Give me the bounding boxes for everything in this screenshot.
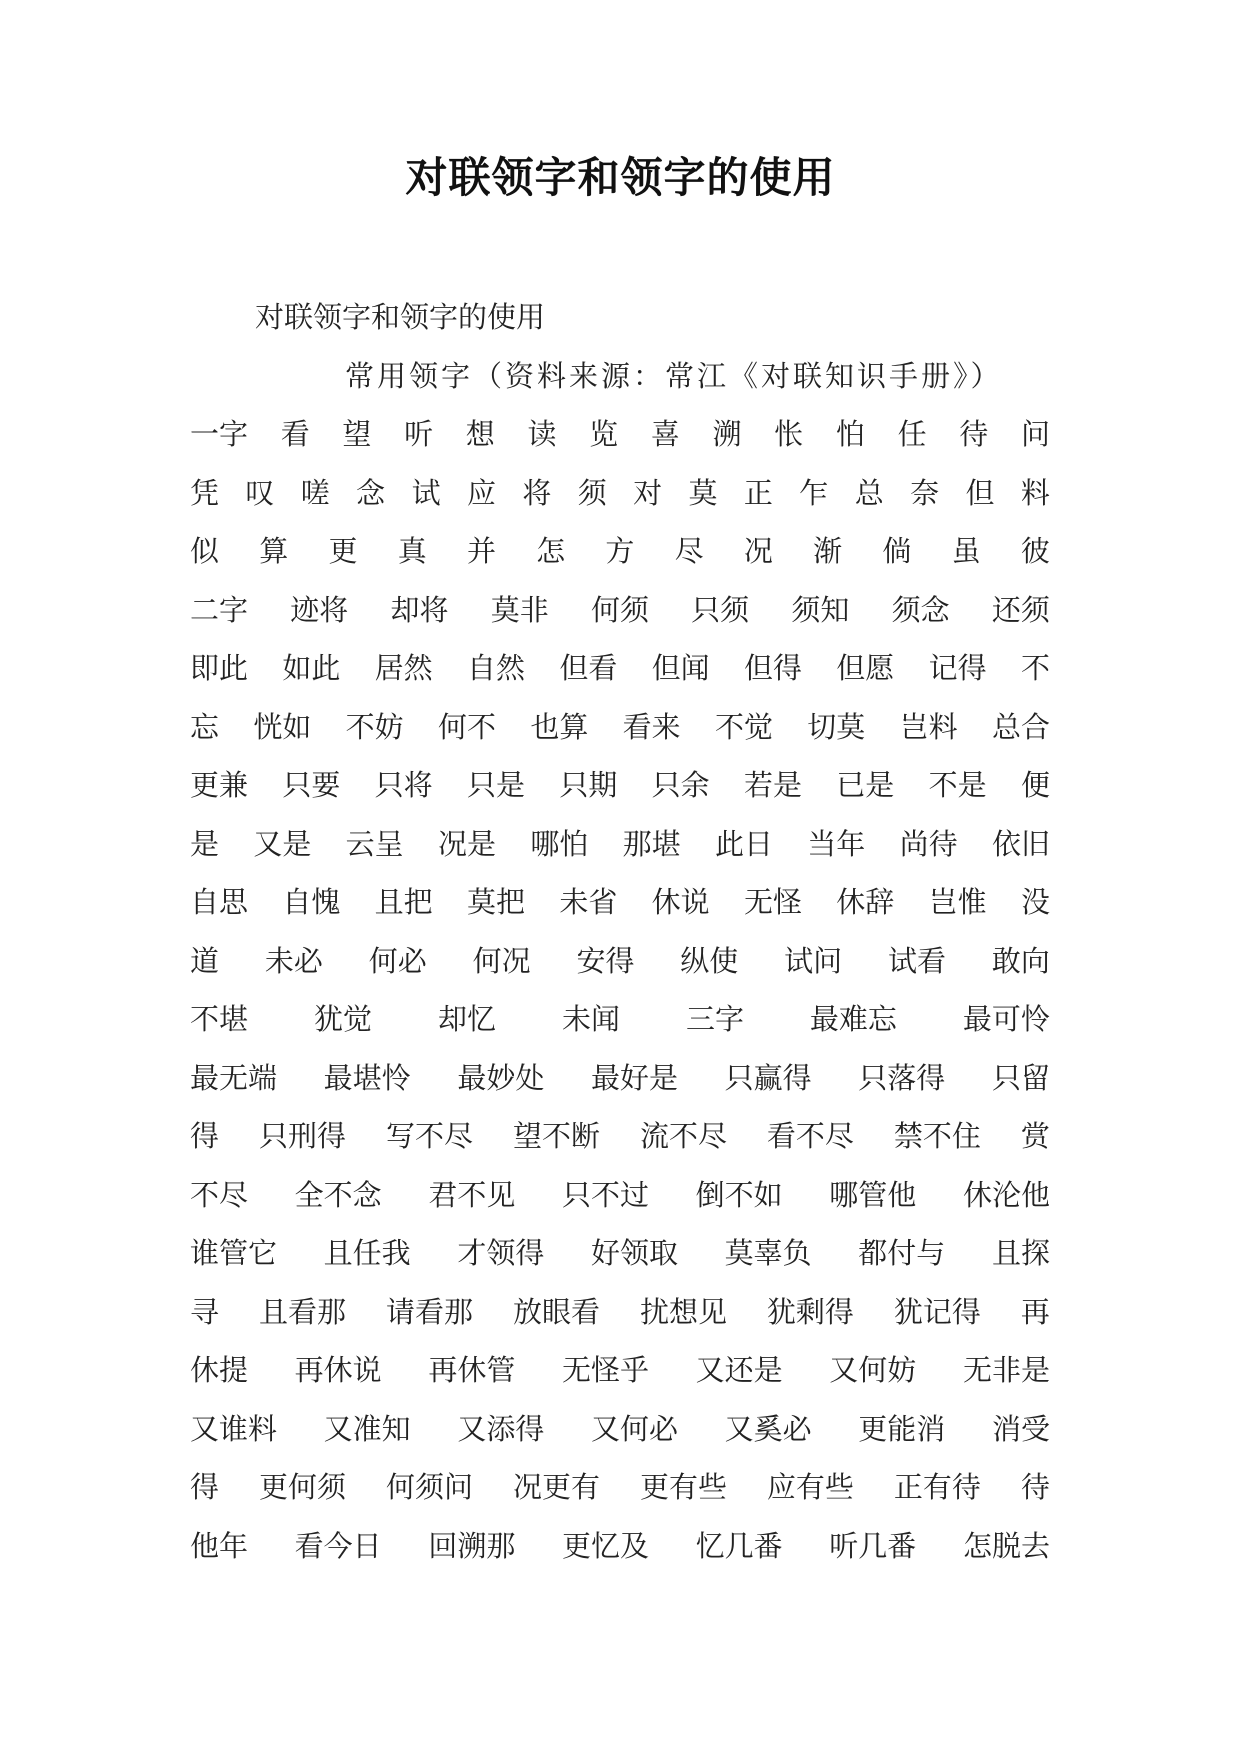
text-word: 不堪 [190, 1002, 249, 1036]
text-word: 看不尽 [766, 1119, 854, 1153]
text-word: 禁不住 [893, 1119, 981, 1153]
text-word: 自愧 [282, 885, 341, 919]
text-word: 无非是 [962, 1353, 1050, 1387]
text-word: 才领得 [457, 1236, 545, 1270]
text-line [190, 990, 1050, 1049]
text-word: 不 [1020, 651, 1050, 685]
text-word: 方 [605, 534, 635, 568]
text-word: 更能消 [858, 1411, 946, 1446]
text-word: 未省 [559, 885, 618, 919]
text-word: 放眼看 [512, 1294, 600, 1329]
text-word: 莫辜负 [724, 1236, 812, 1270]
text-word: 更兼 [190, 768, 249, 802]
text-word: 须知 [791, 592, 850, 627]
text-word: 犹记得 [893, 1294, 981, 1329]
text-word: 犹剩得 [766, 1294, 854, 1329]
text-word: 不觉 [714, 709, 773, 744]
text-word: 又还是 [695, 1353, 783, 1387]
text-word: 料 [1020, 475, 1050, 510]
text-word: 试看 [888, 943, 947, 978]
text-word: 回溯那 [428, 1528, 516, 1563]
text-word: 未闻 [561, 1002, 620, 1036]
text-word: 总合 [991, 709, 1050, 744]
text-word: 忘 [190, 709, 220, 744]
text-word: 应 [466, 475, 496, 510]
text-word: 最难忘 [809, 1002, 897, 1036]
text-word: 听几番 [829, 1528, 917, 1563]
text-word: 恍如 [253, 709, 312, 744]
text-word: 倘 [882, 534, 912, 568]
text-word: 最可怜 [962, 1002, 1050, 1036]
text-word: 只刑得 [258, 1119, 346, 1153]
text-line [190, 1107, 1050, 1166]
text-word: 嗟 [300, 475, 330, 510]
text-word: 休提 [190, 1353, 249, 1387]
text-line [190, 522, 1050, 581]
text-word: 居然 [374, 651, 433, 685]
text-word: 便 [1020, 768, 1050, 802]
text-line [190, 639, 1050, 698]
text-word: 寻 [190, 1294, 220, 1329]
word-lines [190, 405, 1050, 1575]
text-word: 对 [633, 475, 663, 510]
text-word: 总 [854, 475, 884, 510]
text-word: 但闻 [651, 651, 710, 685]
text-word: 奈 [910, 475, 940, 510]
text-word: 还须 [991, 592, 1050, 627]
source-line: 常用领字（资料来源：常江《对联知识手册》） [345, 358, 1003, 393]
text-word: 况是 [437, 826, 496, 861]
text-word: 哪怕 [530, 826, 589, 861]
document-title: 对联领字和领字的使用 [405, 153, 836, 202]
text-word: 是 [190, 826, 220, 861]
text-word: 敢向 [991, 943, 1050, 978]
text-line [190, 815, 1050, 874]
text-word: 但 [965, 475, 995, 510]
text-word: 不妨 [345, 709, 404, 744]
text-word: 且任我 [323, 1236, 411, 1270]
text-word: 更 [328, 534, 358, 568]
text-word: 消受 [991, 1411, 1050, 1446]
text-word: 读 [527, 417, 557, 451]
text-word: 且看那 [258, 1294, 346, 1329]
text-word: 但得 [743, 651, 802, 685]
text-word: 将 [522, 475, 552, 510]
text-word: 莫 [688, 475, 718, 510]
text-word: 又是 [253, 826, 312, 861]
text-word: 只落得 [858, 1060, 946, 1095]
text-word: 一字 [190, 417, 249, 451]
text-word: 只期 [559, 768, 618, 802]
text-word: 好领取 [590, 1236, 678, 1270]
text-word: 君不见 [428, 1177, 516, 1212]
text-word: 但愿 [836, 651, 895, 685]
text-word: 又奚必 [724, 1411, 812, 1446]
text-word: 但看 [559, 651, 618, 685]
text-word: 况 [743, 534, 773, 568]
text-word: 得 [190, 1119, 220, 1153]
text-word: 怎 [536, 534, 566, 568]
text-word: 只赢得 [724, 1060, 812, 1095]
text-word: 谁管它 [190, 1236, 278, 1270]
text-word: 乍 [799, 475, 829, 510]
text-word: 忆几番 [695, 1528, 783, 1563]
text-word: 却将 [390, 592, 449, 627]
text-line [190, 1283, 1050, 1342]
document-body [190, 288, 1050, 1575]
text-line [190, 873, 1050, 932]
text-word: 虽 [951, 534, 981, 568]
text-word: 更何须 [258, 1470, 346, 1504]
text-line [190, 1049, 1050, 1108]
text-word: 须 [577, 475, 607, 510]
text-line [190, 756, 1050, 815]
text-word: 又谁料 [190, 1411, 278, 1446]
text-word: 只要 [282, 768, 341, 802]
text-word: 犹觉 [313, 1002, 372, 1036]
text-word: 正 [743, 475, 773, 510]
text-line [190, 464, 1050, 523]
text-word: 得 [190, 1470, 220, 1504]
text-word: 又何必 [590, 1411, 678, 1446]
text-word: 请看那 [385, 1294, 473, 1329]
text-word: 休说 [651, 885, 710, 919]
text-word: 望 [342, 417, 372, 451]
text-word: 更有些 [639, 1470, 727, 1504]
text-word: 试问 [784, 943, 843, 978]
text-word: 待 [959, 417, 989, 451]
text-word: 云呈 [345, 826, 404, 861]
text-word: 尽 [674, 534, 704, 568]
text-word: 并 [466, 534, 496, 568]
text-line [190, 581, 1050, 640]
text-word: 全不念 [294, 1177, 382, 1212]
text-word: 只不过 [561, 1177, 649, 1212]
text-word: 休沦他 [962, 1177, 1050, 1212]
text-word: 扰想见 [639, 1294, 727, 1329]
text-word: 都付与 [858, 1236, 946, 1270]
text-word: 即此 [190, 651, 249, 685]
text-word: 看 [280, 417, 310, 451]
text-word: 再休说 [294, 1353, 382, 1387]
text-word: 又何妨 [829, 1353, 917, 1387]
text-word: 也算 [530, 709, 589, 744]
text-word: 最堪怜 [323, 1060, 411, 1095]
text-word: 二字 [190, 592, 249, 627]
text-word: 此日 [714, 826, 773, 861]
text-word: 纵使 [680, 943, 739, 978]
text-word: 彼 [1020, 534, 1050, 568]
text-word: 又准知 [323, 1411, 411, 1446]
text-word: 望不断 [512, 1119, 600, 1153]
text-word: 再休管 [428, 1353, 516, 1387]
text-word: 自然 [466, 651, 525, 685]
text-word: 最好是 [590, 1060, 678, 1095]
text-line [190, 405, 1050, 464]
text-word: 莫把 [466, 885, 525, 919]
text-word: 哪管他 [829, 1177, 917, 1212]
text-word: 无怪 [743, 885, 802, 919]
text-word: 应有些 [766, 1470, 854, 1504]
text-word: 只余 [651, 768, 710, 802]
text-word: 想 [465, 417, 495, 451]
text-word: 写不尽 [385, 1119, 473, 1153]
text-word: 赏 [1020, 1119, 1050, 1153]
text-word: 真 [397, 534, 427, 568]
text-word: 怅 [774, 417, 804, 451]
text-word: 须念 [891, 592, 950, 627]
text-word: 又添得 [457, 1411, 545, 1446]
text-word: 且探 [991, 1236, 1050, 1270]
text-word: 依旧 [991, 826, 1050, 861]
text-word: 当年 [807, 826, 866, 861]
text-word: 怎脱去 [962, 1528, 1050, 1563]
text-word: 喜 [650, 417, 680, 451]
text-word: 岂料 [899, 709, 958, 744]
text-word: 只留 [991, 1060, 1050, 1095]
text-word: 岂惟 [928, 885, 987, 919]
text-word: 只须 [691, 592, 750, 627]
text-line [190, 1341, 1050, 1400]
text-line [190, 1517, 1050, 1576]
text-word: 三字 [685, 1002, 744, 1036]
text-word: 任 [897, 417, 927, 451]
text-line [190, 932, 1050, 991]
text-word: 倒不如 [695, 1177, 783, 1212]
text-word: 不是 [928, 768, 987, 802]
text-word: 何须 [590, 592, 649, 627]
text-word: 却忆 [437, 1002, 496, 1036]
text-word: 看来 [622, 709, 681, 744]
text-word: 休辞 [836, 885, 895, 919]
text-word: 莫非 [490, 592, 549, 627]
text-word: 似 [190, 534, 220, 568]
text-word: 且把 [374, 885, 433, 919]
text-word: 只是 [466, 768, 525, 802]
text-word: 何况 [472, 943, 531, 978]
text-word: 若是 [743, 768, 802, 802]
text-line [190, 1224, 1050, 1283]
subtitle-line: 对联领字和领字的使用 [255, 300, 546, 334]
text-word: 如此 [282, 651, 341, 685]
text-line [190, 1458, 1050, 1517]
text-word: 问 [1020, 417, 1050, 451]
text-word: 何须问 [385, 1470, 473, 1504]
text-word: 念 [356, 475, 386, 510]
text-word: 已是 [836, 768, 895, 802]
text-word: 切莫 [807, 709, 866, 744]
text-word: 览 [589, 417, 619, 451]
text-word: 凭 [190, 475, 220, 510]
text-word: 安得 [576, 943, 635, 978]
text-line [190, 1166, 1050, 1225]
text-word: 最无端 [190, 1060, 278, 1095]
text-word: 试 [411, 475, 441, 510]
text-word: 怕 [835, 417, 865, 451]
text-word: 叹 [245, 475, 275, 510]
text-word: 况更有 [512, 1470, 600, 1504]
text-word: 无怪乎 [561, 1353, 649, 1387]
text-word: 记得 [928, 651, 987, 685]
text-word: 渐 [813, 534, 843, 568]
text-word: 算 [259, 534, 289, 568]
text-word: 听 [404, 417, 434, 451]
text-word: 那堪 [622, 826, 681, 861]
text-word: 流不尽 [639, 1119, 727, 1153]
text-word: 更忆及 [561, 1528, 649, 1563]
text-word: 正有待 [893, 1470, 981, 1504]
text-word: 再 [1020, 1294, 1050, 1329]
text-word: 只将 [374, 768, 433, 802]
text-line [190, 698, 1050, 757]
text-word: 尚待 [899, 826, 958, 861]
text-line [190, 1400, 1050, 1459]
text-word: 最妙处 [457, 1060, 545, 1095]
text-word: 未必 [264, 943, 323, 978]
text-word: 何不 [437, 709, 496, 744]
text-word: 不尽 [190, 1177, 249, 1212]
text-word: 自思 [190, 885, 249, 919]
text-word: 迹将 [290, 592, 349, 627]
text-word: 道 [190, 943, 220, 978]
text-word: 何必 [368, 943, 427, 978]
text-word: 看今日 [294, 1528, 382, 1563]
text-word: 没 [1020, 885, 1050, 919]
text-word: 溯 [712, 417, 742, 451]
text-word: 他年 [190, 1528, 249, 1563]
text-word: 待 [1020, 1470, 1050, 1504]
